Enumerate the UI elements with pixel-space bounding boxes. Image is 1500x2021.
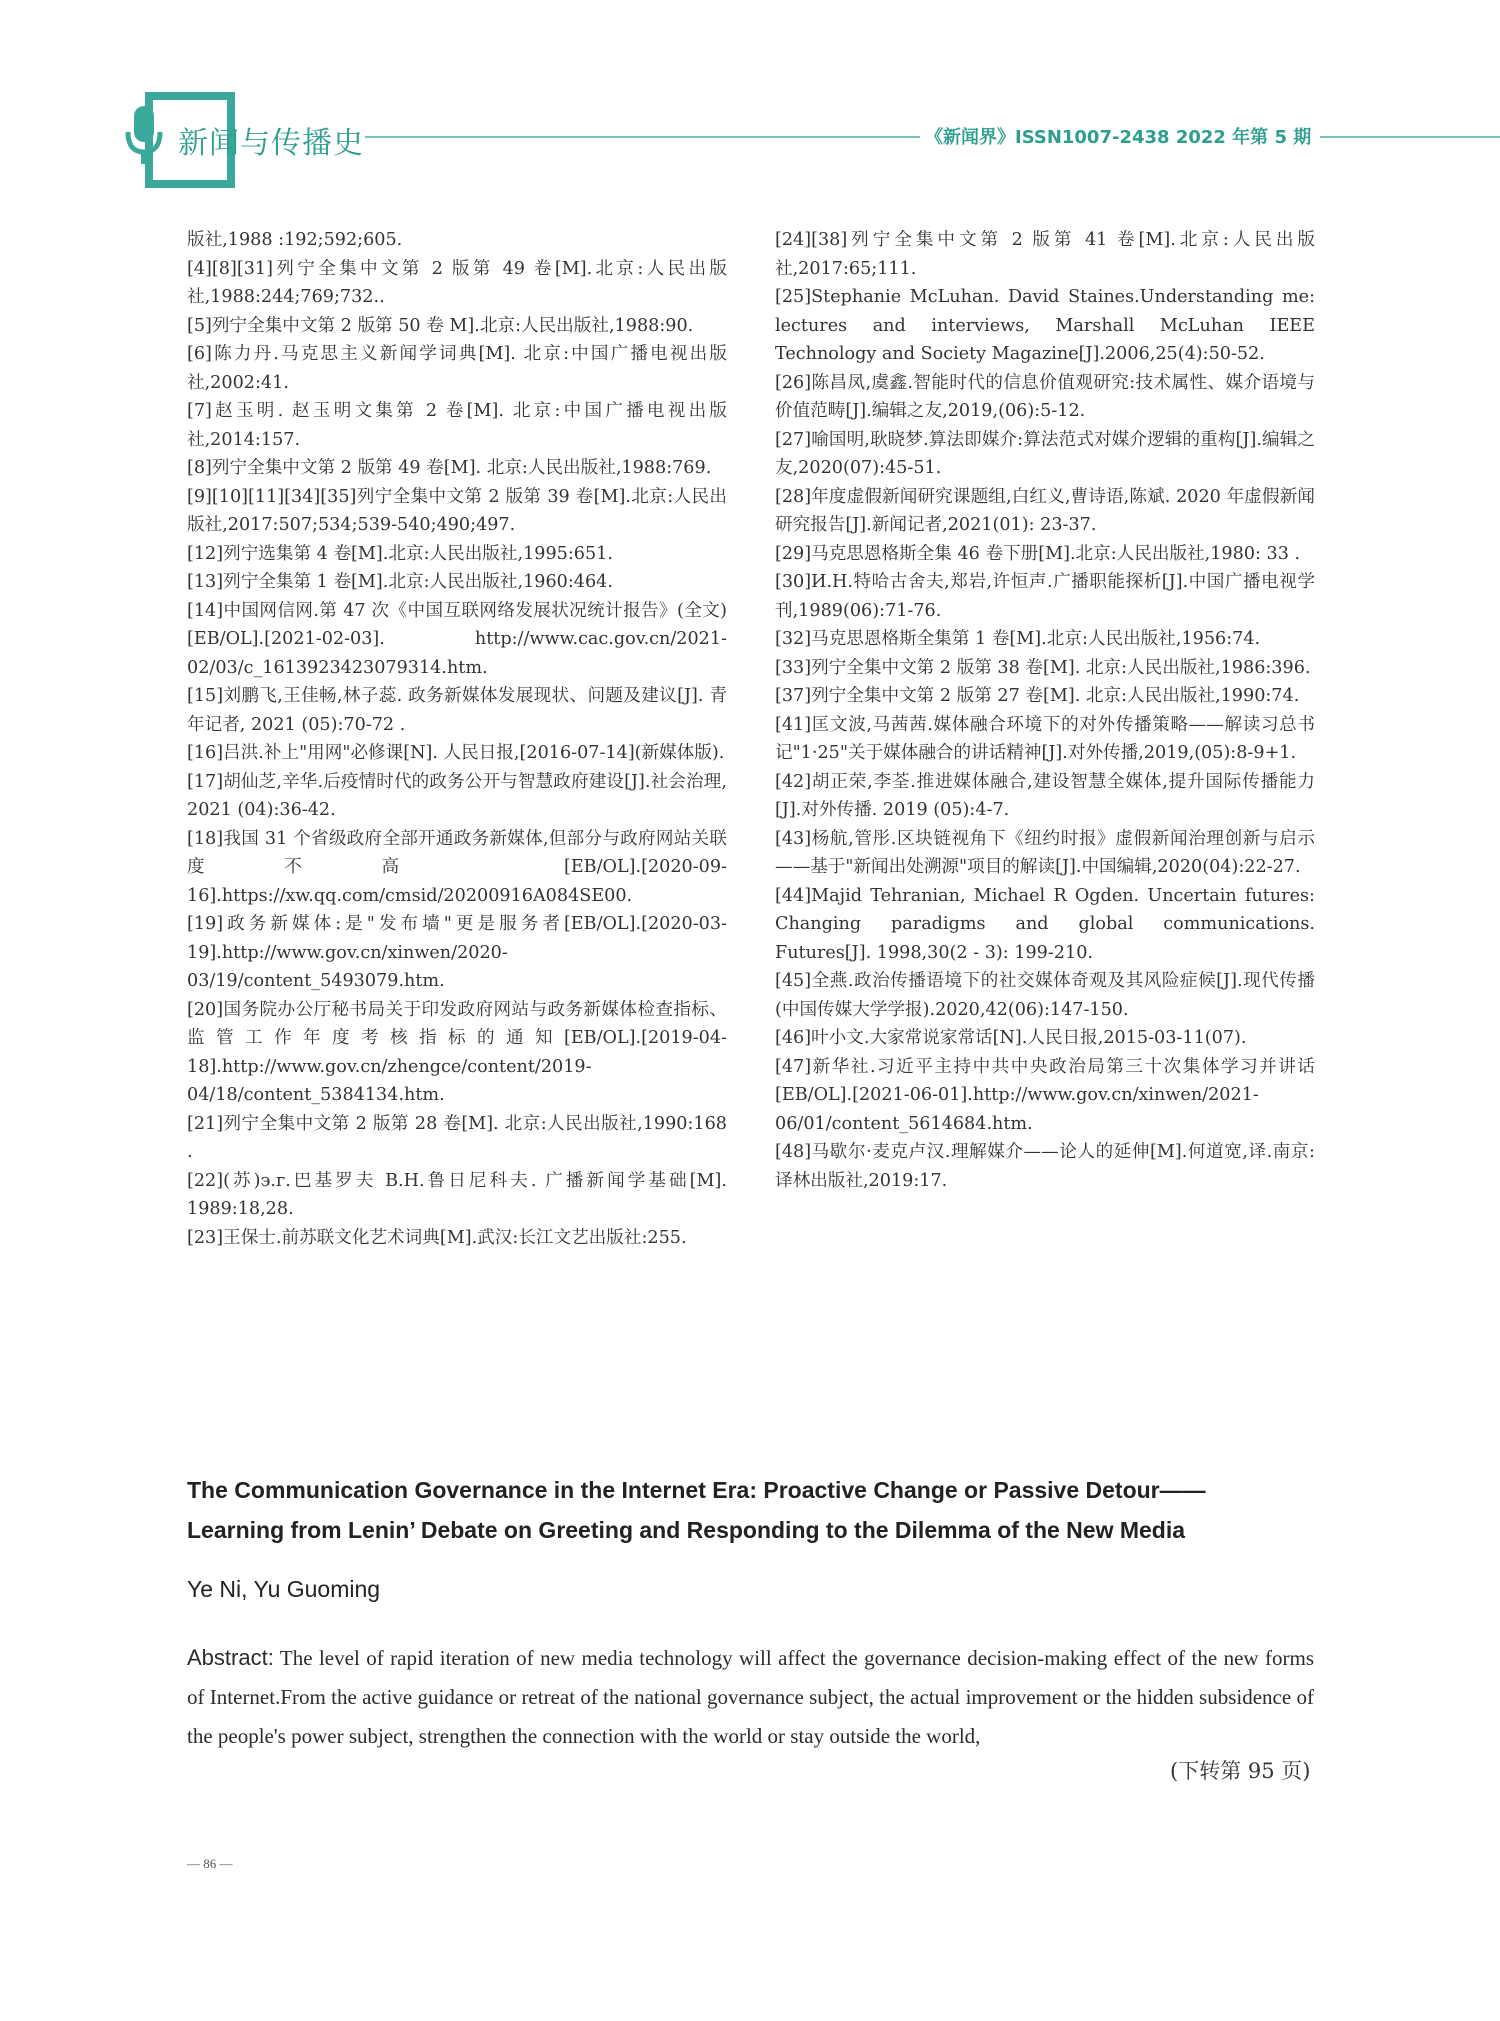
references-left-column bbox=[187, 226, 727, 1252]
reference-item: [16]吕洪.补上"用网"必修课[N]. 人民日报,[2016-07-14](新媒体版). bbox=[187, 743, 725, 763]
reference-item: [7]赵玉明. 赵玉明文集第 2 卷[M]. 北京:中国广播电视出版社,2014:157. bbox=[187, 401, 727, 450]
reference-item: [43]杨航,管彤.区块链视角下《纽约时报》虚假新闻治理创新与启示——基于"新闻出处溯源"项目的解读[J].中国编辑,2020(04):22-27. bbox=[775, 828, 1315, 877]
section-title: 新闻与传播史 bbox=[178, 126, 364, 161]
reference-item: [28]年度虚假新闻研究课题组,白红义,曹诗语,陈斌. 2020 年虚假新闻研究报告[J].新闻记者,2021(01): 23-37. bbox=[775, 486, 1315, 535]
reference-item: [15]刘鹏飞,王佳畅,林子蕊. 政务新媒体发展现状、问题及建议[J]. 青年记者, 2021 (05):70-72 . bbox=[187, 686, 727, 735]
header-divider-right bbox=[1320, 136, 1500, 138]
reference-item: [8]列宁全集中文第 2 版第 49 卷[M]. 北京:人民出版社,1988:769. bbox=[187, 458, 712, 478]
reference-item: [47]新华社.习近平主持中共中央政治局第三十次集体学习并讲话 [EB/OL].[2021-06-01].http://www.gov.cn/xinwen/2021-06/01/content_5614684.htm. bbox=[775, 1056, 1315, 1134]
reference-item: [26]陈昌凤,虞鑫.智能时代的信息价值观研究:技术属性、媒介语境与价值范畴[J].编辑之友,2019,(06):5-12. bbox=[775, 372, 1315, 421]
english-title-line2: Learning from Lenin’ Debate on Greeting and Responding to the Dilemma of the New Media bbox=[187, 1517, 1186, 1543]
reference-item: [42]胡正荣,李荃.推进媒体融合,建设智慧全媒体,提升国际传播能力[J].对外传播. 2019 (05):4-7. bbox=[775, 771, 1315, 820]
english-title-line1: The Communication Governance in the Internet Era: Proactive Change or Passive Detour—— bbox=[187, 1477, 1206, 1503]
reference-item: [9][10][11][34][35]列宁全集中文第 2 版第 39 卷[M].北京:人民出版社,2017:507;534;539-540;490;497. bbox=[187, 486, 727, 535]
reference-item: [12]列宁选集第 4 卷[M].北京:人民出版社,1995:651. bbox=[187, 543, 613, 564]
reference-item: [30]И.Н.特哈古舍夫,郑岩,许恒声.广播职能探析[J].中国广播电视学刊,1989(06):71-76. bbox=[775, 572, 1315, 621]
reference-item: [20]国务院办公厅秘书局关于印发政府网站与政务新媒体检查指标、监管工作年度考核指标的通知[EB/OL].[2019-04-18].http://www.gov.cn/zhengce/content/2019-04/18/content_5384134.htm. bbox=[187, 999, 727, 1105]
reference-item: [45]全燕.政治传播语境下的社交媒体奇观及其风险症候[J].现代传播(中国传媒大学学报).2020,42(06):147-150. bbox=[775, 971, 1315, 1020]
reference-item: [33]列宁全集中文第 2 版第 38 卷[M]. 北京:人民出版社,1986:396. bbox=[775, 657, 1311, 678]
reference-item: [19]政务新媒体:是"发布墙"更是服务者[EB/OL].[2020-03-19].http://www.gov.cn/xinwen/2020-03/19/content_5493079.htm. bbox=[187, 914, 727, 991]
english-authors: Ye Ni, Yu Guoming bbox=[187, 1576, 381, 1602]
page-header bbox=[0, 0, 1500, 200]
english-title bbox=[187, 1470, 1317, 1550]
reference-item: [29]马克思恩格斯全集 46 卷下册[M].北京:人民出版社,1980: 33 . bbox=[775, 543, 1301, 564]
journal-info: 《新闻界》ISSN1007-2438 2022 年第 5 期 bbox=[925, 127, 1312, 148]
reference-item: [23]王保士.前苏联文化艺术词典[M].武汉:长江文艺出版社:255. bbox=[187, 1227, 687, 1248]
reference-item: [4][8][31]列宁全集中文第 2 版第 49 卷[M].北京:人民出版社,1988:244;769;732.. bbox=[187, 258, 727, 307]
abstract-text: The level of rapid iteration of new media technology will affect the governance decision-making effect of the new forms of Internet.From the active guidance or retreat of the national governance subject, the actual improvement or the hidden subsidence of the people's power subject, strengthen the connection with the world or stay outside the world, bbox=[187, 1646, 1314, 1748]
reference-item: [32]马克思恩格斯全集第 1 卷[M].北京:人民出版社,1956:74. bbox=[775, 629, 1261, 649]
reference-item: [25]Stephanie McLuhan. David Staines.Understanding me: lectures and interviews, Marshall McLuhan IEEE Technology and Society Magazine[J].2006,25(4):50-52. bbox=[775, 287, 1315, 364]
reference-item: [48]马歇尔·麦克卢汉.理解媒介——论人的延伸[M].何道宽,译.南京:译林出版社,2019:17. bbox=[775, 1142, 1315, 1191]
reference-item: [46]叶小文.大家常说家常话[N].人民日报,2015-03-11(07). bbox=[775, 1028, 1247, 1048]
reference-item: 版社,1988 :192;592;605. bbox=[187, 230, 403, 250]
reference-item: [44]Majid Tehranian, Michael R Ogden. Uncertain futures: Changing paradigms and global communications. Futures[J]. 1998,30(2 - 3): 199-210. bbox=[775, 885, 1315, 963]
reference-item: [41]匡文波,马茜茜.媒体融合环境下的对外传播策略——解读习总书记"1·25"关于媒体融合的讲话精神[J].对外传播,2019,(05):8-9+1. bbox=[775, 714, 1315, 763]
reference-item: [18]我国 31 个省级政府全部开通政务新媒体,但部分与政府网站关联度不高 [EB/OL].[2020-09-16].https://xw.qq.com/cmsid/20200916A084SE00. bbox=[187, 828, 727, 906]
reference-item: [37]列宁全集中文第 2 版第 27 卷[M]. 北京:人民出版社,1990:74. bbox=[775, 686, 1300, 706]
reference-item: [13]列宁全集第 1 卷[M].北京:人民出版社,1960:464. bbox=[187, 572, 613, 592]
reference-item: [22](苏)э.г.巴基罗夫 B.H.鲁日尼科夫. 广播新闻学基础[M]. 1989:18,28. bbox=[187, 1170, 727, 1219]
reference-item: [17]胡仙芝,辛华.后疫情时代的政务公开与智慧政府建设[J].社会治理, 2021 (04):36-42. bbox=[187, 771, 727, 820]
reference-item: [21]列宁全集中文第 2 版第 28 卷[M]. 北京:人民出版社,1990:168 . bbox=[187, 1113, 727, 1162]
abstract-label: Abstract: bbox=[187, 1645, 274, 1670]
reference-item: [6]陈力丹.马克思主义新闻学词典[M]. 北京:中国广播电视出版社,2002:41. bbox=[187, 344, 727, 393]
continued-note: (下转第 95 页) bbox=[1170, 1759, 1311, 1783]
microphone-icon bbox=[125, 104, 163, 168]
logo-frame-bottom-bar bbox=[145, 180, 235, 188]
english-abstract bbox=[187, 1638, 1314, 1756]
references-right-column bbox=[775, 226, 1315, 1195]
header-divider-left bbox=[365, 136, 920, 138]
reference-item: [24][38]列宁全集中文第 2 版第 41 卷[M].北京:人民出版社,2017:65;111. bbox=[775, 230, 1315, 279]
reference-item: [14]中国网信网.第 47 次《中国互联网络发展状况统计报告》(全文)[EB/OL].[2021-02-03]. http://www.cac.gov.cn/2021-02/03/c_1613923423079314.htm. bbox=[187, 600, 727, 678]
page-number: — 86 — bbox=[187, 1856, 233, 1871]
reference-item: [27]喻国明,耿晓梦.算法即媒介:算法范式对媒介逻辑的重构[J].编辑之友,2020(07):45-51. bbox=[775, 429, 1315, 478]
reference-item: [5]列宁全集中文第 2 版第 50 卷 M].北京:人民出版社,1988:90. bbox=[187, 315, 694, 336]
